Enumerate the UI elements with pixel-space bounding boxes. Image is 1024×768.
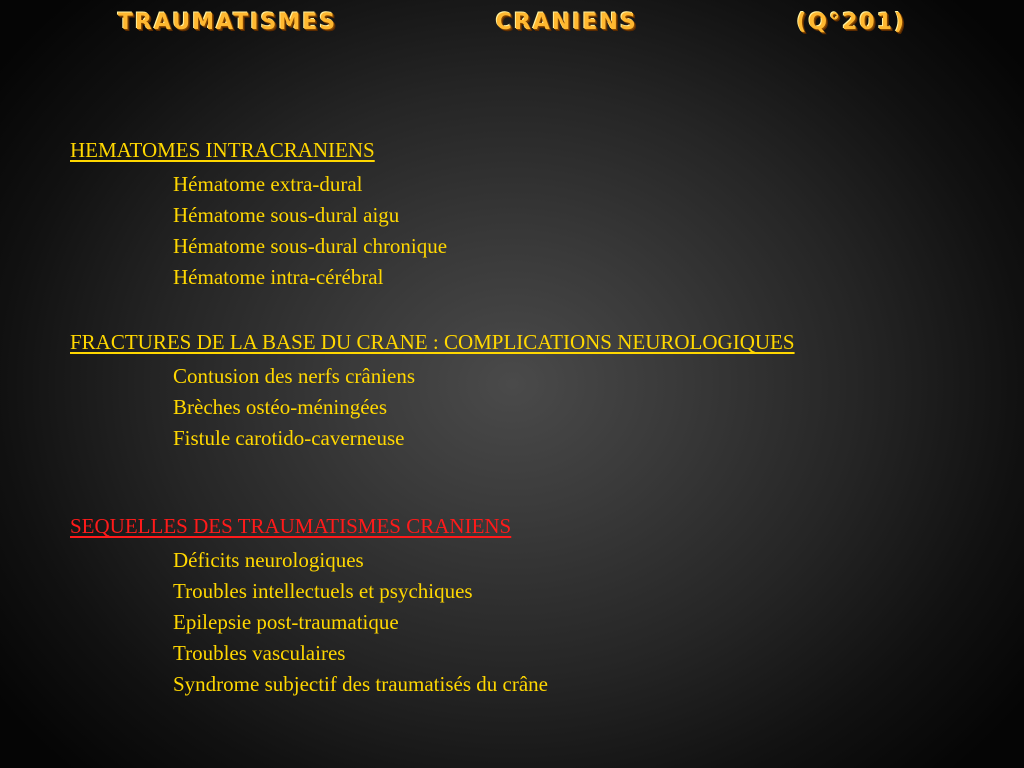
section-heading: HEMATOMES INTRACRANIENS [70, 138, 375, 162]
section-sequelles [70, 513, 548, 700]
section-fractures [70, 329, 795, 454]
section-heading: SEQUELLES DES TRAUMATISMES CRANIENS [70, 514, 512, 538]
list-item: Epilepsie post-traumatique [173, 610, 399, 634]
slide-title: TRAUMATISMES CRANIENS (Q°201) [117, 10, 907, 35]
list-item: Contusion des nerfs crâniens [173, 364, 416, 388]
list-item: Troubles vasculaires [173, 641, 346, 665]
list-item: Hématome sous-dural aigu [173, 203, 400, 227]
list-item: Hématome extra-dural [173, 172, 363, 196]
list-item: Brèches ostéo-méningées [173, 395, 388, 419]
section-items [173, 361, 795, 454]
list-item: Hématome intra-cérébral [173, 265, 384, 289]
list-item: Troubles intellectuels et psychiques [173, 579, 473, 603]
list-item: Fistule carotido-caverneuse [173, 426, 405, 450]
section-heading: FRACTURES DE LA BASE DU CRANE : COMPLICATIONS NEUROLOGIQUES [70, 330, 795, 354]
section-items [173, 545, 548, 700]
list-item: Hématome sous-dural chronique [173, 234, 448, 258]
list-item: Syndrome subjectif des traumatisés du crâne [173, 672, 548, 696]
section-items [173, 169, 447, 293]
list-item: Déficits neurologiques [173, 548, 364, 572]
section-hematomes [70, 137, 447, 293]
